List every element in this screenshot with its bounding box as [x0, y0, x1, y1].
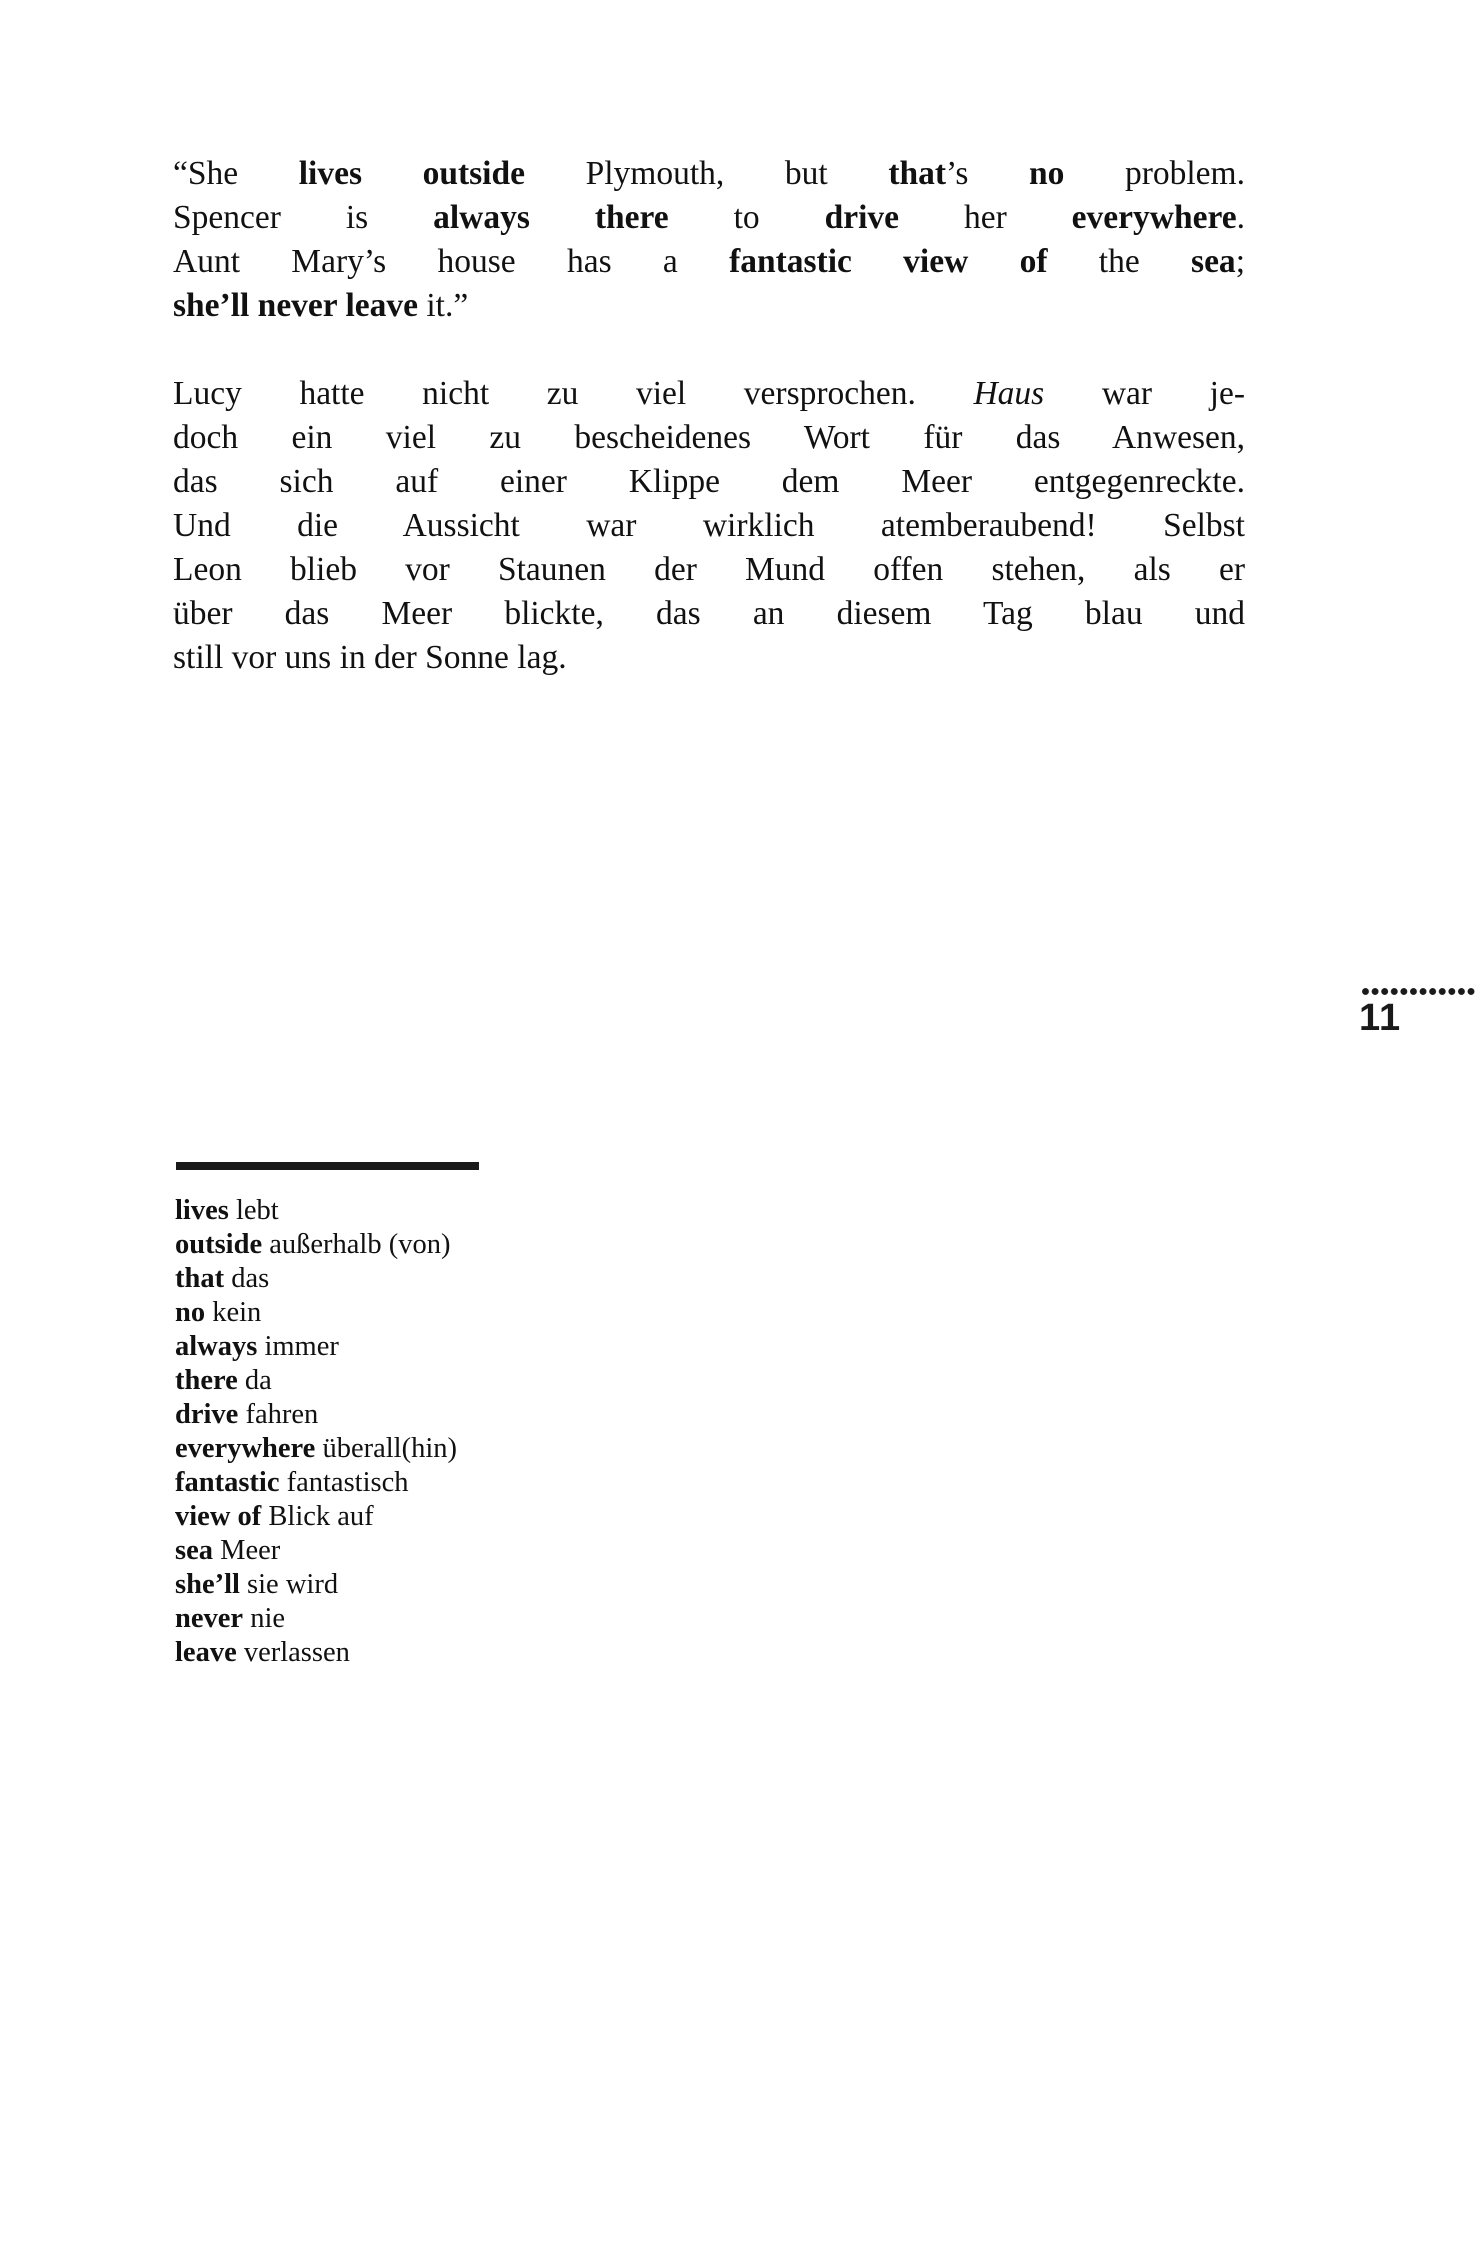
glossary-definition: Blick auf	[261, 1501, 374, 1532]
glossary-definition: nie	[243, 1603, 286, 1634]
text-run: Lucy hatte nicht zu viel versprochen.	[173, 375, 974, 412]
glossary-definition: überall(hin)	[315, 1433, 457, 1464]
glossary-entry	[175, 1398, 875, 1432]
glossary-definition: da	[237, 1365, 272, 1396]
quote-line	[173, 152, 1245, 196]
text-run: problem.	[1064, 155, 1245, 192]
glossary-list	[175, 1194, 875, 1670]
vocab-highlight: lives outside	[298, 155, 525, 192]
glossary-section	[175, 1162, 875, 1670]
text-run: Spencer is	[173, 199, 434, 236]
text-run: war je-	[1044, 375, 1245, 412]
vocab-highlight: that	[888, 155, 947, 192]
vocab-highlight: drive	[824, 199, 900, 236]
text-run: Plymouth, but	[525, 155, 889, 192]
glossary-entry	[175, 1364, 875, 1398]
glossary-term: that	[175, 1263, 225, 1294]
glossary-entry	[175, 1466, 875, 1500]
vocab-highlight: always there	[433, 199, 669, 236]
text-run: Aunt Mary’s house has a	[173, 243, 730, 280]
glossary-definition: immer	[257, 1331, 339, 1362]
glossary-term: lives	[175, 1195, 229, 1226]
glossary-entry	[175, 1262, 875, 1296]
glossary-term: she’ll	[175, 1569, 240, 1600]
glossary-entry	[175, 1602, 875, 1636]
text-run: still vor uns in der Sonne lag.	[173, 639, 567, 676]
german-line	[173, 504, 1245, 548]
vocab-highlight: fantastic view of	[729, 243, 1048, 280]
glossary-entry	[175, 1194, 875, 1228]
text-run: .	[1236, 199, 1245, 236]
text-run: “She	[173, 155, 299, 192]
text-run: Leon blieb vor Staunen der Mund offen stehen, als er	[173, 551, 1245, 588]
glossary-definition: verlassen	[236, 1637, 350, 1668]
glossary-entry	[175, 1330, 875, 1364]
glossary-definition: fahren	[238, 1399, 319, 1430]
german-line	[173, 548, 1245, 592]
glossary-definition: lebt	[228, 1195, 279, 1226]
glossary-term: there	[175, 1365, 238, 1396]
text-run: doch ein viel zu bescheidenes Wort für das Anwesen,	[173, 419, 1245, 456]
quote-line	[173, 284, 1245, 328]
glossary-term: no	[175, 1297, 206, 1328]
glossary-separator-rule	[176, 1162, 479, 1170]
german-line	[173, 372, 1245, 416]
glossary-definition: kein	[205, 1297, 262, 1328]
vocab-highlight: no	[1028, 155, 1065, 192]
folio	[1331, 988, 1477, 1037]
german-line	[173, 636, 1245, 680]
vocab-highlight: she’ll never leave	[173, 287, 418, 324]
glossary-term: leave	[175, 1637, 237, 1668]
english-quote-paragraph	[173, 152, 1245, 372]
vocab-highlight: sea	[1191, 243, 1236, 280]
glossary-entry	[175, 1500, 875, 1534]
text-run: ;	[1235, 243, 1245, 280]
dotted-rule-decoration	[1362, 988, 1477, 996]
german-narrative-paragraph	[173, 372, 1245, 724]
german-line	[173, 460, 1245, 504]
glossary-entry	[175, 1636, 875, 1670]
glossary-entry	[175, 1432, 875, 1466]
glossary-term: fantastic	[175, 1467, 280, 1498]
italic-term: Haus	[973, 375, 1045, 412]
quote-line	[173, 240, 1245, 284]
glossary-term: always	[175, 1331, 258, 1362]
body-text-block	[173, 152, 1245, 724]
text-run: Und die Aussicht war wirklich atemberaubend! Selbst	[173, 507, 1245, 544]
text-run: das sich auf einer Klippe dem Meer entgegenreckte.	[173, 463, 1245, 500]
page-number: 11	[1359, 997, 1402, 1039]
glossary-term: drive	[175, 1399, 239, 1430]
glossary-definition: das	[224, 1263, 270, 1294]
text-run: über das Meer blickte, das an diesem Tag blau und	[173, 595, 1245, 632]
quote-line	[173, 196, 1245, 240]
text-run: ’s	[946, 155, 1029, 192]
glossary-term: outside	[175, 1229, 263, 1260]
german-line	[173, 416, 1245, 460]
text-run: her	[899, 199, 1072, 236]
glossary-term: everywhere	[175, 1433, 316, 1464]
glossary-term: never	[175, 1603, 244, 1634]
vocab-highlight: everywhere	[1071, 199, 1237, 236]
glossary-definition: Meer	[213, 1535, 281, 1566]
glossary-entry	[175, 1228, 875, 1262]
text-run: to	[668, 199, 825, 236]
text-run: the	[1047, 243, 1192, 280]
german-line	[173, 592, 1245, 636]
glossary-definition: außerhalb (von)	[262, 1229, 451, 1260]
glossary-term: view of	[175, 1501, 262, 1532]
text-run: it.”	[418, 287, 469, 324]
glossary-entry	[175, 1296, 875, 1330]
glossary-entry	[175, 1534, 875, 1568]
glossary-definition: fantastisch	[279, 1467, 409, 1498]
glossary-definition: sie wird	[239, 1569, 339, 1600]
glossary-term: sea	[175, 1535, 213, 1566]
glossary-entry	[175, 1568, 875, 1602]
